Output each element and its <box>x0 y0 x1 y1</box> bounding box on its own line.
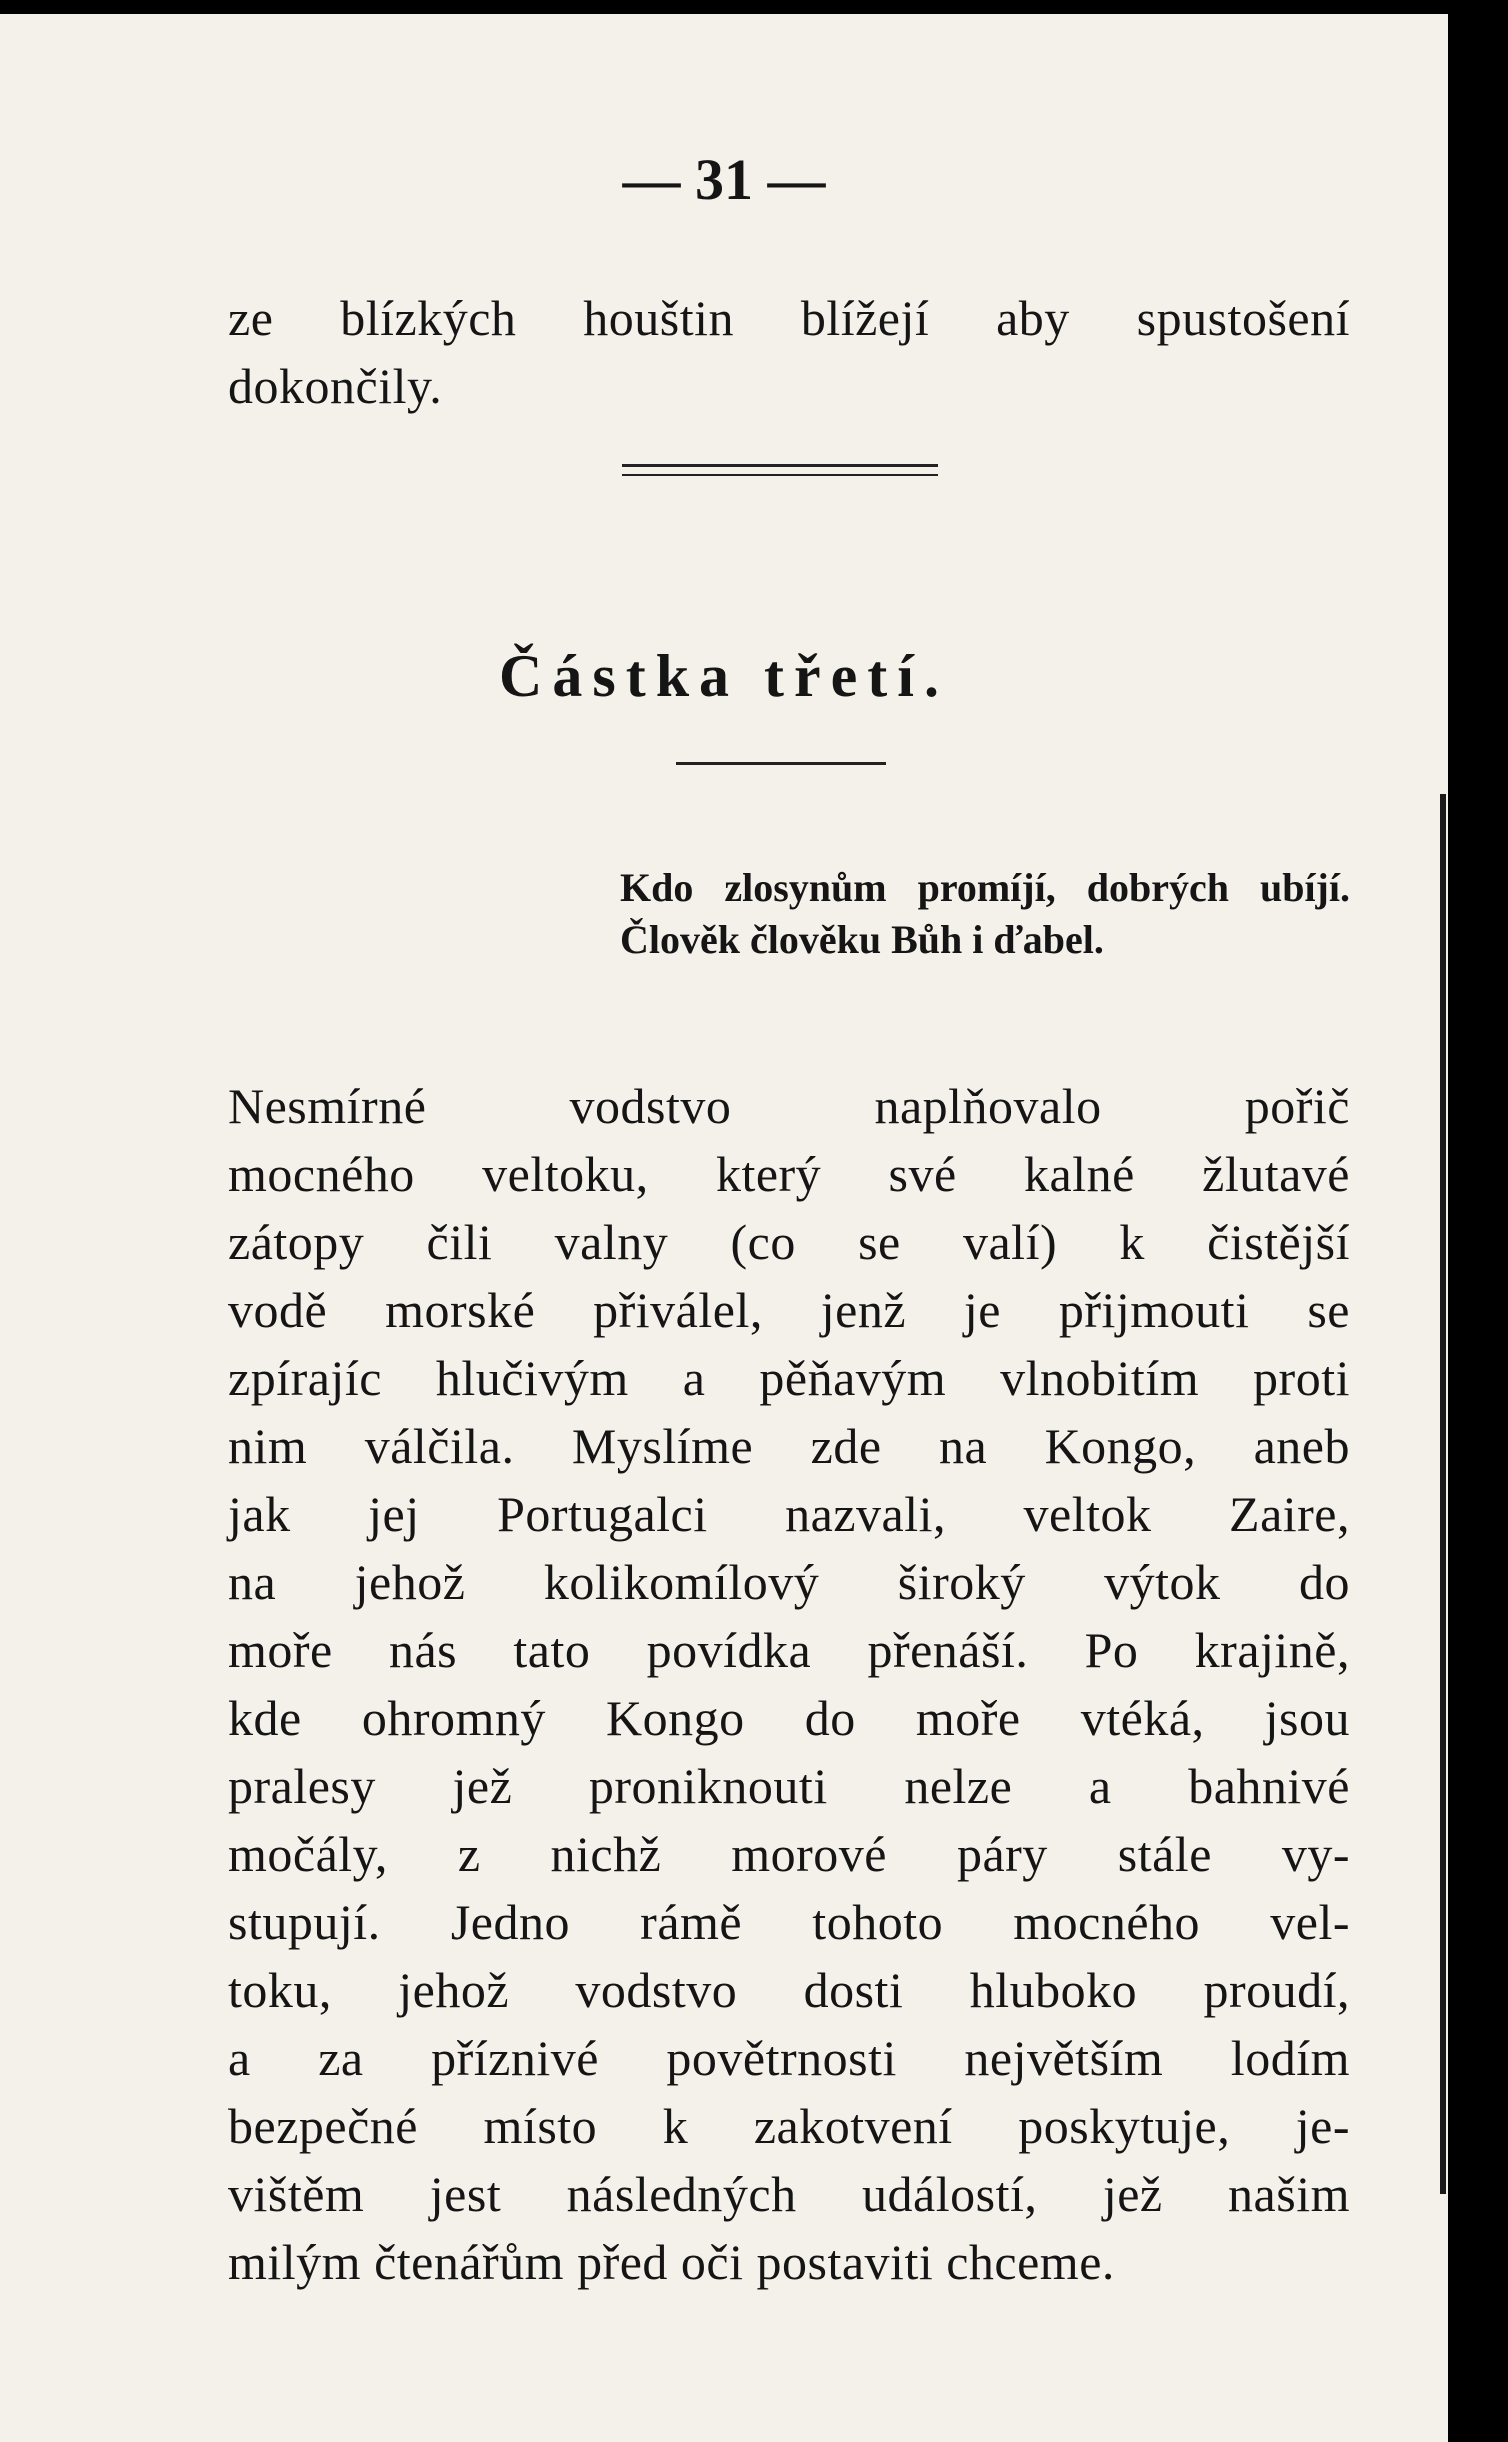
motto <box>620 862 1350 966</box>
section-divider <box>622 474 938 476</box>
chapter-heading: Částka třetí. <box>499 643 949 709</box>
text-line: pralesy jež proniknouti nelze a bahnivé <box>228 1758 1350 1814</box>
gutter-shadow <box>1440 794 1446 2194</box>
text-line: kde ohromný Kongo do moře vtéká, jsou <box>228 1690 1350 1746</box>
scan-border <box>1448 0 1508 2442</box>
text-line: zpírajíc hlučivým a pěňavým vlnobitím proti <box>228 1350 1350 1406</box>
text-line: dokončily. <box>228 358 443 414</box>
motto-line: Kdo zlosynům promíjí, dobrých ubíjí. <box>620 865 1350 910</box>
page-number: — 31 — <box>622 147 826 212</box>
text-line: ze blízkých houštin blížejí aby spustošení <box>228 290 1350 346</box>
text-line: stupují. Jedno rámě tohoto mocného vel- <box>228 1894 1350 1950</box>
book-page <box>0 14 1448 2442</box>
text-line: močály, z nichž morové páry stále vy- <box>228 1826 1350 1882</box>
text-line: vištěm jest následných událostí, jež našim <box>228 2166 1350 2222</box>
section-divider <box>622 464 938 467</box>
text-line: nim válčila. Myslíme zde na Kongo, aneb <box>228 1418 1350 1474</box>
heading-underline <box>676 762 886 765</box>
text-line: a za příznivé povětrnosti největším lodím <box>228 2030 1350 2086</box>
text-line: Nesmírné vodstvo naplňovalo pořič <box>228 1078 1350 1134</box>
text-line: zátopy čili valny (co se valí) k čistější <box>228 1214 1350 1270</box>
text-line: moře nás tato povídka přenáší. Po krajině, <box>228 1622 1350 1678</box>
text-line: bezpečné místo k zakotvení poskytuje, je- <box>228 2098 1350 2154</box>
text-line: jak jej Portugalci nazvali, veltok Zaire, <box>228 1486 1350 1542</box>
intro-paragraph <box>228 284 1350 420</box>
body-paragraph <box>228 1072 1350 2296</box>
text-line: na jehož kolikomílový široký výtok do <box>228 1554 1350 1610</box>
text-line: vodě morské přiválel, jenž je přijmouti se <box>228 1282 1350 1338</box>
text-line: toku, jehož vodstvo dosti hluboko proudí, <box>228 1962 1350 2018</box>
motto-line: Člověk člověku Bůh i ďabel. <box>620 917 1104 962</box>
text-line: mocného veltoku, který své kalné žlutavé <box>228 1146 1350 1202</box>
text-line: milým čtenářům před oči postaviti chceme. <box>228 2234 1115 2290</box>
